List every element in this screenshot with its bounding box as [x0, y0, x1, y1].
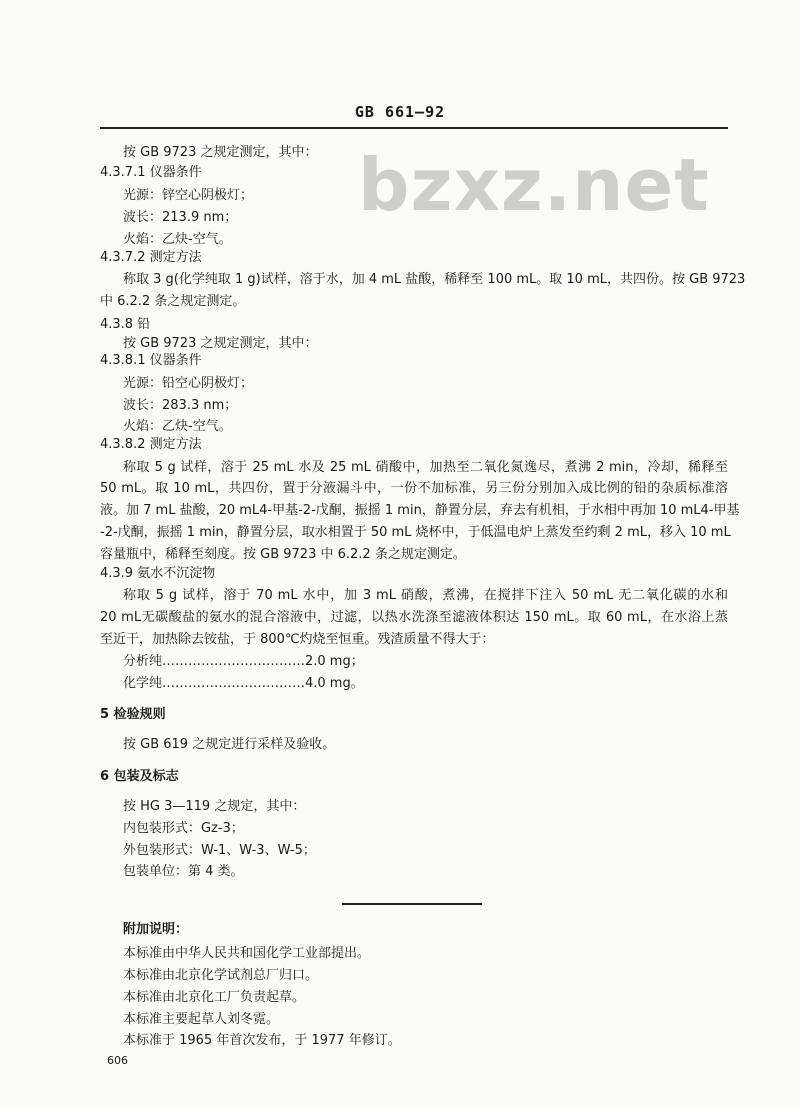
text-line: 本标准由北京化工厂负责起草。 — [123, 990, 306, 1005]
page-header: GB 661—92 — [354, 103, 446, 121]
text-line: 中 6.2.2 条之规定测定。 — [100, 294, 246, 309]
text-line: 包装单位：第 4 类。 — [123, 864, 244, 879]
text-line: 按 GB 9723 之规定测定，其中： — [123, 145, 318, 160]
section-divider — [342, 903, 482, 905]
watermark: bzxz.net — [358, 143, 710, 227]
text-line: 分析纯……………………………2.0 mg； — [123, 654, 364, 669]
text-line: 火焰：乙炔-空气。 — [123, 419, 232, 434]
text-line: 火焰：乙炔-空气。 — [123, 232, 232, 247]
text-line: 液。加 7 mL 盐酸，20 mL4-甲基-2-戊酮，振摇 1 min，静置分层，弃去有机相，于水相中再加 10 mL4-甲基 — [100, 503, 740, 518]
section-heading: 4.3.8.1 仪器条件 — [100, 353, 202, 368]
text-line: 本标准由北京化学试剂总厂归口。 — [123, 968, 319, 983]
header-rule — [100, 127, 728, 129]
text-line: 光源：锌空心阴极灯； — [123, 188, 254, 203]
text-line: 至近干，加热除去铵盐，于 800℃灼烧至恒重。残渣质量不得大于： — [100, 632, 495, 647]
text-line: 波长：283.3 nm； — [123, 398, 238, 413]
section-heading: 4.3.7.1 仪器条件 — [100, 165, 202, 180]
text-line: 化学纯……………………………4.0 mg。 — [123, 676, 364, 691]
text-line: 称取 3 g(化学纯取 1 g)试样，溶于水，加 4 mL 盐酸，稀释至 100 mL。取 10 mL，共四份。按 GB 9723 — [123, 272, 746, 287]
text-line: 光源：铅空心阴极灯； — [123, 376, 254, 391]
text-line: 容量瓶中，稀释至刻度。按 GB 9723 中 6.2.2 条之规定测定。 — [100, 547, 466, 562]
appendix-heading: 附加说明： — [123, 922, 189, 937]
text-line: 按 GB 9723 之规定测定，其中： — [123, 336, 318, 351]
page-number: 606 — [107, 1054, 128, 1067]
text-line: 称取 5 g 试样，溶于 25 mL 水及 25 mL 硝酸中，加热至二氧化氮逸尽，煮沸 2 min，冷却，稀释至 — [123, 460, 728, 475]
text-line: 波长：213.9 nm； — [123, 210, 238, 225]
chapter-heading: 5 检验规则 — [100, 707, 166, 722]
text-line: 本标准于 1965 年首次发布，于 1977 年修订。 — [123, 1033, 401, 1048]
section-heading: 4.3.9 氨水不沉淀物 — [100, 566, 216, 581]
text-line: -2-戊酮，振摇 1 min，静置分层，取水相置于 50 mL 烧杯中，于低温电炉上蒸发至约剩 2 mL，移入 10 mL — [100, 525, 731, 540]
section-heading: 4.3.7.2 测定方法 — [100, 250, 202, 265]
text-line: 按 GB 619 之规定进行采样及验收。 — [123, 737, 336, 752]
text-line: 50 mL。取 10 mL，共四份，置于分液漏斗中，一份不加标准，另三份分别加入成比例的铅的杂质标准溶 — [100, 481, 728, 496]
chapter-heading: 6 包装及标志 — [100, 769, 179, 784]
text-line: 内包装形式：Gz-3； — [123, 821, 244, 836]
text-line: 外包装形式：W-1、W-3、W-5； — [123, 843, 316, 858]
text-line: 20 mL无碳酸盐的氨水的混合溶液中，过滤，以热水洗涤至滤液体积达 150 mL。取 60 mL，在水浴上蒸 — [100, 610, 728, 625]
section-heading: 4.3.8 铅 — [100, 317, 151, 332]
text-line: 本标准主要起草人刘冬霓。 — [123, 1012, 280, 1027]
text-line: 称取 5 g 试样，溶于 70 mL 水中，加 3 mL 硝酸，煮沸，在搅拌下注入 50 mL 无二氧化碳的水和 — [123, 588, 728, 603]
text-line: 按 HG 3—119 之规定，其中： — [123, 799, 306, 814]
section-heading: 4.3.8.2 测定方法 — [100, 437, 202, 452]
text-line: 本标准由中华人民共和国化学工业部提出。 — [123, 946, 371, 961]
